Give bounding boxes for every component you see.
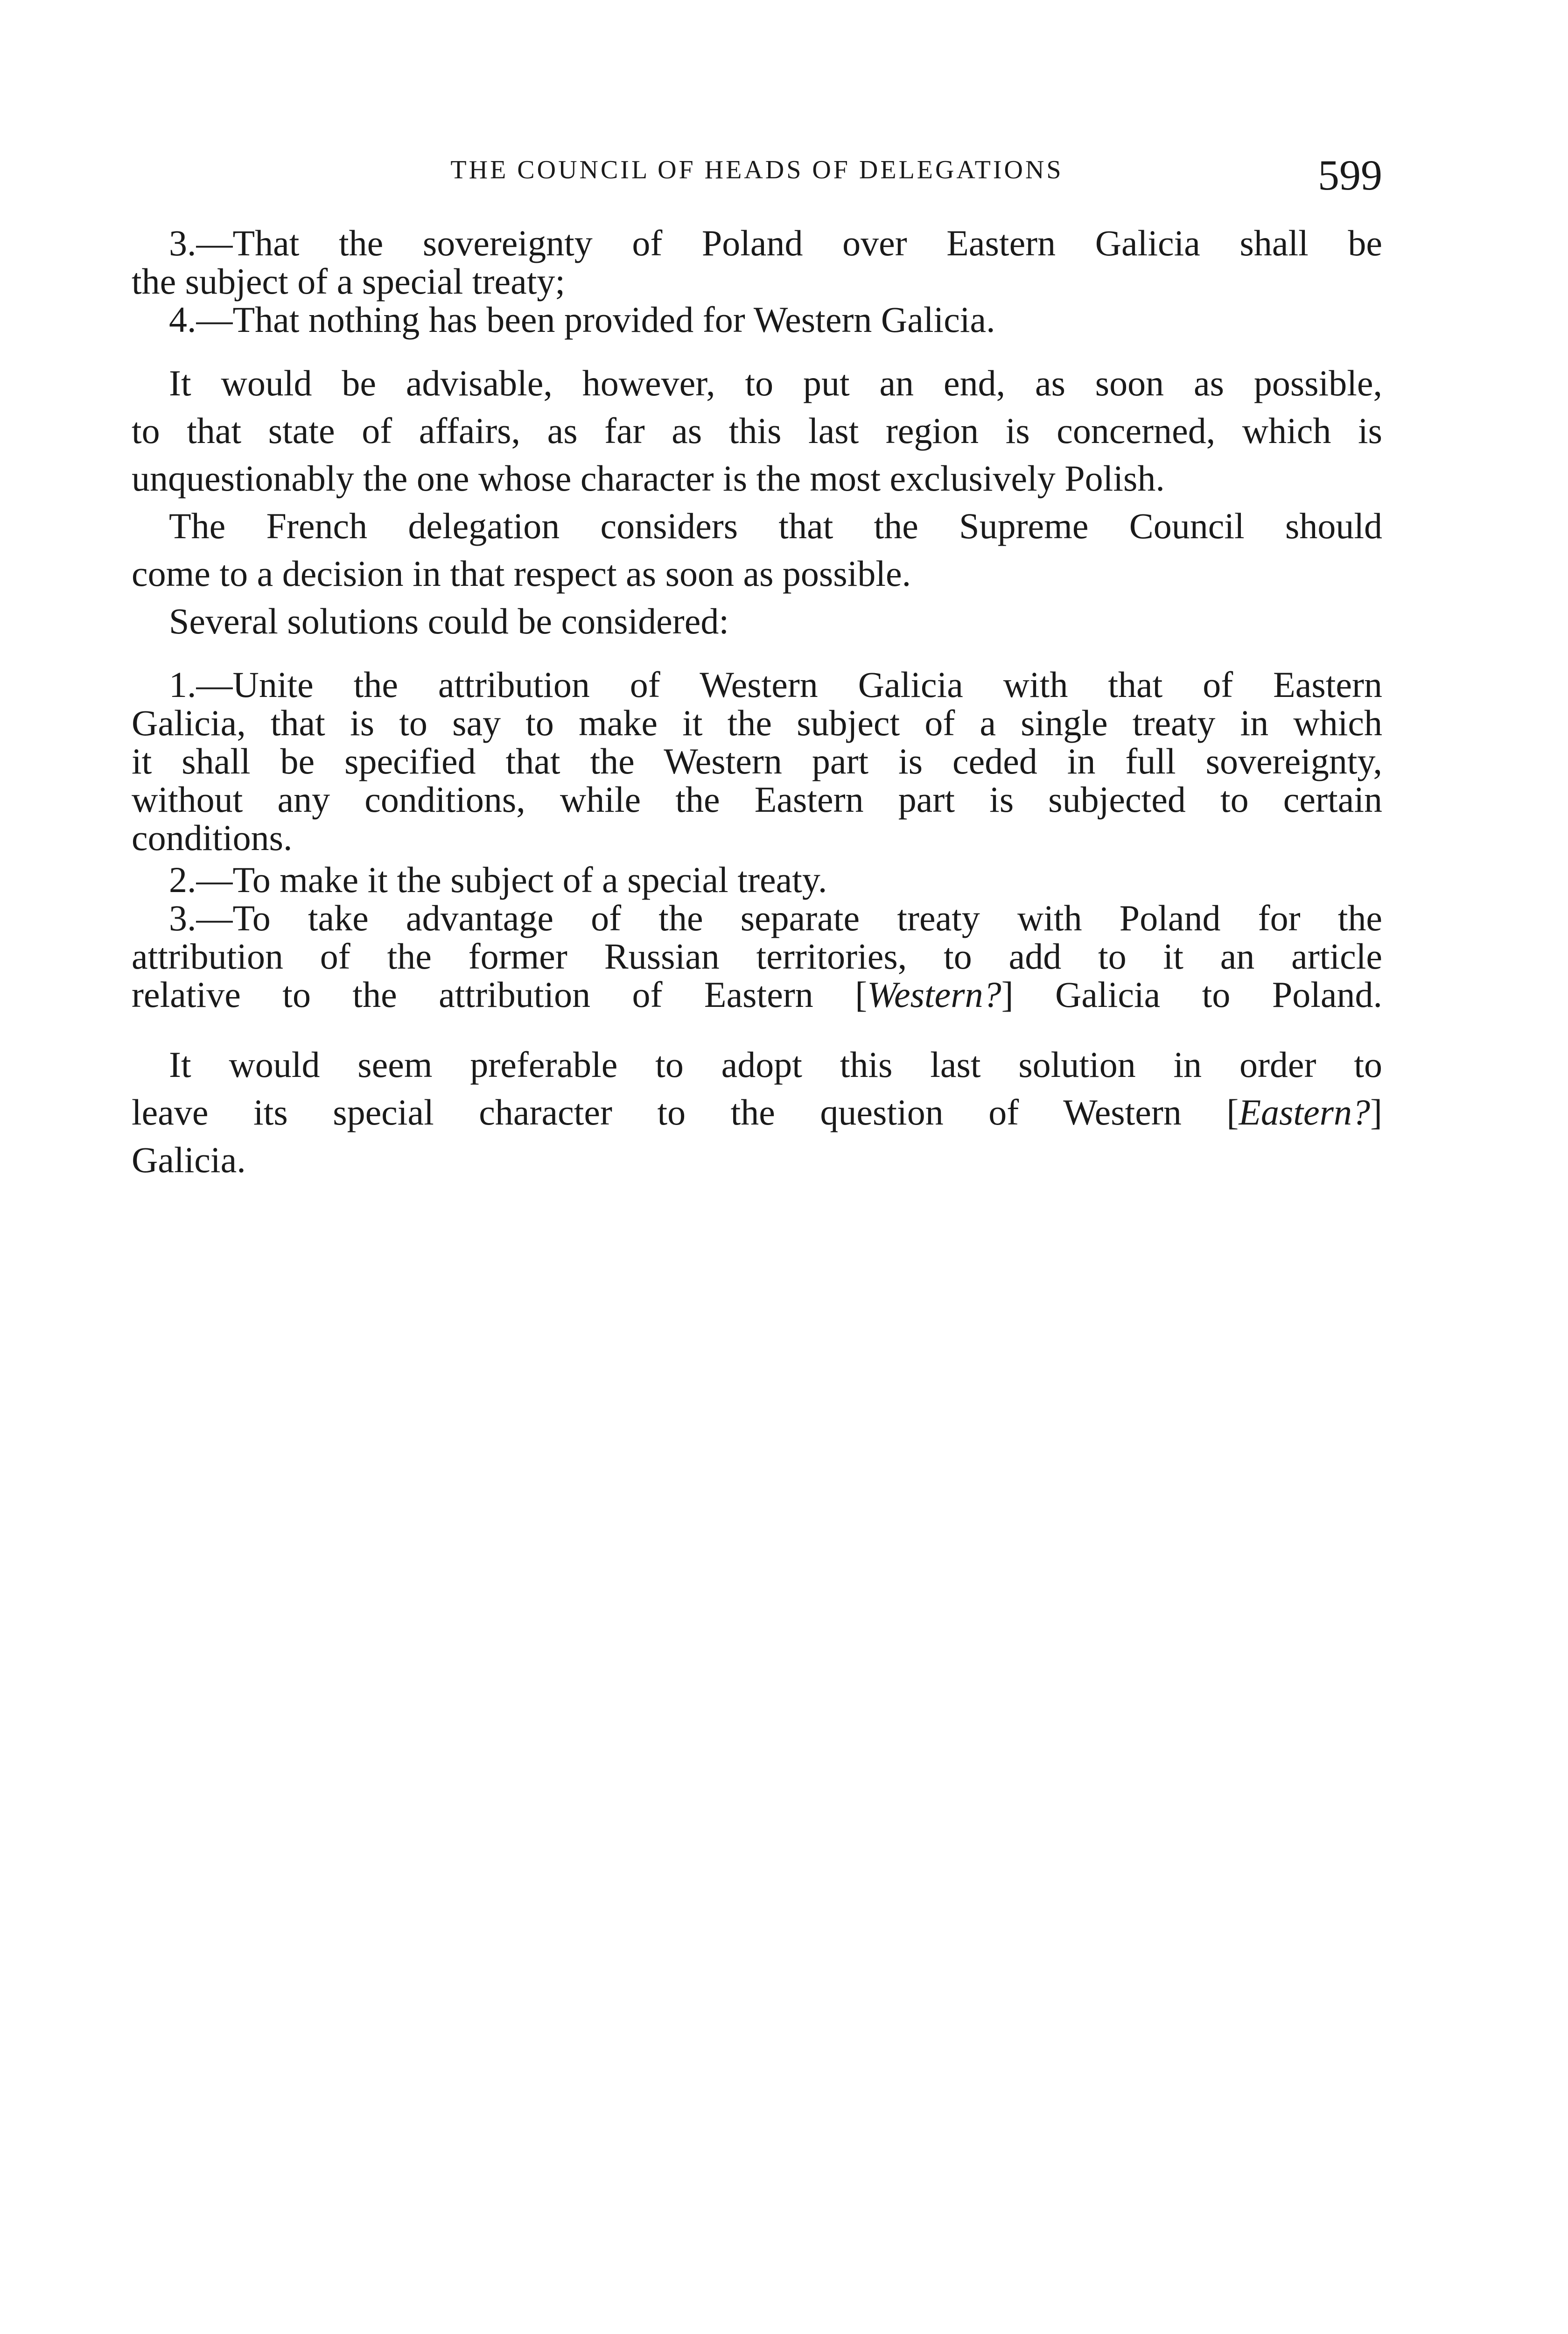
text-segment: leave its special character to the question of Western [ <box>132 1092 1239 1132</box>
paragraph-line: Galicia. <box>132 1139 246 1180</box>
paragraph-line <box>132 1089 1382 1136</box>
paragraph-line: It would seem preferable to adopt this last solution in order to <box>169 1044 1382 1085</box>
page-number: 599 <box>1318 151 1382 199</box>
list-item-1-line-3: it shall be specified that the Western part is ceded in full sovereignty, <box>132 741 1382 781</box>
running-title: THE COUNCIL OF HEADS OF DELEGATIONS <box>450 155 1064 184</box>
list-item-3-line-2: the subject of a special treaty; <box>132 261 566 302</box>
list-item-1-line-1: 1.—Unite the attribution of Western Galicia with that of Eastern <box>169 664 1382 705</box>
list-item-4-line-1: 4.—That nothing has been provided for Western Galicia. <box>169 299 995 340</box>
list-conditions <box>132 224 1382 339</box>
paragraph-line: The French delegation considers that the Supreme Council should <box>169 506 1382 546</box>
paragraph-conclusion <box>132 1041 1382 1184</box>
text-segment: relative to the attribution of Eastern [ <box>132 974 868 1015</box>
list-item-1-line-2: Galicia, that is to say to make it the subject of a single treaty in which <box>132 703 1382 743</box>
list-item-2-line-1: 2.—To make it the subject of a special treaty. <box>169 859 827 900</box>
list-item-3-line-1: 3.—That the sovereignty of Poland over Eastern Galicia shall be <box>169 223 1382 263</box>
list-item-3-line-1: 3.—To take advantage of the separate treaty with Poland for the <box>169 898 1382 938</box>
paragraph-french-delegation <box>132 502 1382 598</box>
text-segment: ] Galicia to Poland. <box>1001 974 1382 1015</box>
list-solutions <box>132 666 1382 1014</box>
paragraph-line: come to a decision in that respect as soon as possible. <box>132 553 911 594</box>
paragraph-line: unquestionably the one whose character is the most exclusively Polish. <box>132 458 1165 499</box>
paragraph-line: Several solutions could be considered: <box>169 601 729 641</box>
editorial-correction: Eastern? <box>1239 1092 1371 1132</box>
text-segment: ] <box>1370 1092 1382 1132</box>
paragraph-advisable <box>132 359 1382 502</box>
editorial-correction: Western? <box>867 974 1001 1015</box>
paragraph-line: It would be advisable, however, to put an end, as soon as possible, <box>169 363 1382 403</box>
body-text <box>132 224 1382 1184</box>
paragraph-line: to that state of affairs, as far as this last region is concerned, which is <box>132 410 1382 451</box>
paragraph-solutions <box>132 598 1382 645</box>
list-item-1-line-5: conditions. <box>132 817 293 858</box>
list-item-3-line-3 <box>132 976 1382 1014</box>
list-item-1-line-4: without any conditions, while the Eastern part is subjected to certain <box>132 779 1382 820</box>
list-item-3-line-2: attribution of the former Russian territories, to add to it an article <box>132 936 1382 977</box>
running-head <box>132 150 1382 202</box>
